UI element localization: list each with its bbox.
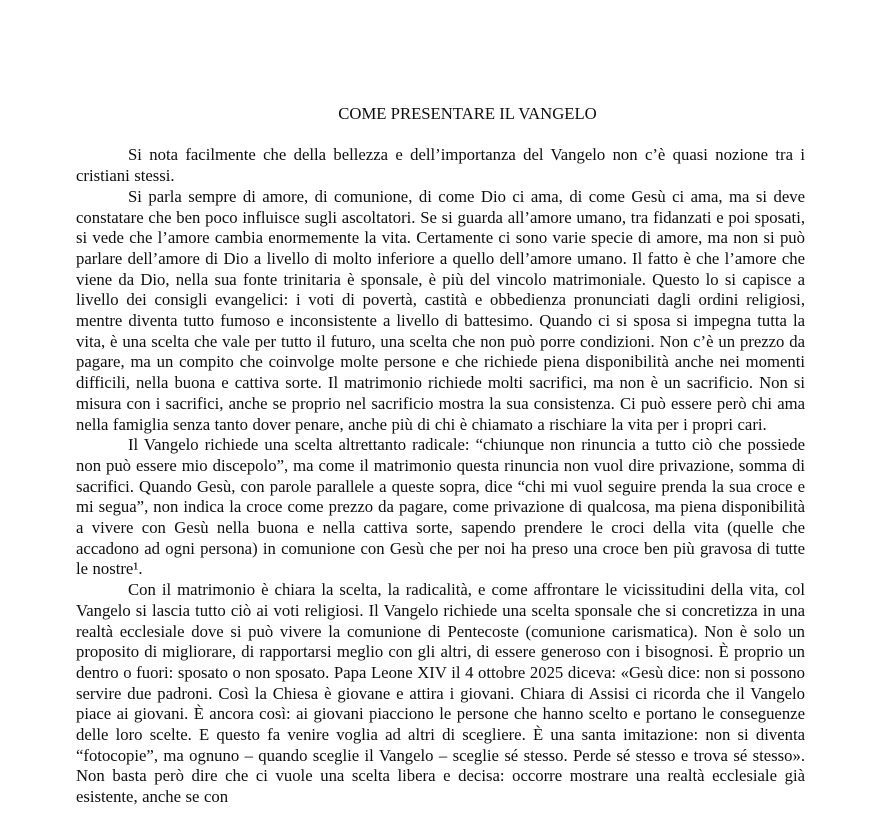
paragraph-amore-matrimonio: Si parla sempre di amore, di comunione, di come Dio ci ama, di come Gesù ci ama, ma si deve constatare che ben poco influisce sugli ascoltatori. Se si guarda all’amore umano, tra fidanzati e poi sposati, si vede che l’amore cambia enormemente la vita. Certamente ci sono varie specie di amore, ma non si può parlare dell’amore di Dio a livello di molto inferiore a quello dell’amore umano. Il fatto è che l’amore che viene da Dio, nella sua fonte trinitaria è sponsale, è più del vincolo matrimoniale. Questo lo si capisce a livello dei consigli evangelici: i voti di povertà, castità e obbedienza pronunciati dagli ordini religiosi, mentre diventa tutto fumoso e inconsistente a livello di battesimo. Quando ci si sposa si impegna tutta la vita, è una scelta che vale per tutto il futuro, una scelta che non può porre condizioni. Non c’è un prezzo da pagare, ma un compito che coinvolge molte persone e che richiede piena disponibilità anche nei momenti difficili, nella buona e cattiva sorte. Il matrimonio richiede molti sacrifici, ma non è un sacrificio. Non si misura con i sacrifici, anche se proprio nel sacrificio mostra la sua consistenza. Ci può essere però chi ama nella famiglia senza tanto dover penare, anche più di chi è chiamato a rischiare la vita per i propri cari.: [76, 186, 805, 434]
paragraph-scelta-sponsale: Con il matrimonio è chiara la scelta, la radicalità, e come affrontare le vicissitudini della vita, col Vangelo si lascia tutto ciò ai voti religiosi. Il Vangelo richiede una scelta sponsale che si concretizza in una realtà ecclesiale dove si può vivere la comunione di Pentecoste (comunione carismatica). Non è solo un proposito di migliorare, di rapportarsi meglio con gli altri, di essere generoso con i bisognosi. È proprio un dentro o fuori: sposato o non sposato. Papa Leone XIV il 4 ottobre 2025 diceva: «Gesù dice: non si possono servire due padroni. Così la Chiesa è giovane e attira i giovani. Chiara di Assisi ci ricorda che il Vangelo piace ai giovani. È ancora così: ai giovani piacciono le persone che hanno scelto e portano le conseguenze delle loro scelte. E questo fa venire voglia ad altri di scegliere. È una santa imitazione: non si diventa “fotocopie”, ma ognuno – quando sceglie il Vangelo – sceglie sé stesso. Perde sé stesso e trova sé stesso». Non basta però dire che ci vuole una scelta libera e decisa: occorre mostrare una realtà ecclesiale già esistente, anche se con: [76, 580, 805, 807]
paragraph-intro: Si nota facilmente che della bellezza e dell’importanza del Vangelo non c’è quasi nozione tra i cristiani stessi.: [76, 145, 805, 186]
document-title: COME PRESENTARE IL VANGELO: [338, 104, 597, 123]
paragraph-scelta-radicale: Il Vangelo richiede una scelta altrettanto radicale: “chiunque non rinuncia a tutto ciò che possiede non può essere mio discepolo”, ma come il matrimonio questa rinuncia non vuol dire privazione, somma di sacrifici. Quando Gesù, con parole parallele a queste sopra, dice “chi mi vuol seguire prenda la sua croce e mi segua”, non indica la croce come prezzo da pagare, come privazione di qualcosa, ma piena disponibilità a vivere con Gesù nella buona e nella cattiva sorte, sapendo prendere le croci della vita (quelle che accadono ad ogni persona) in comunione con Gesù che per noi ha preso una croce ben più gravosa di tutte le nostre¹.: [76, 435, 805, 579]
